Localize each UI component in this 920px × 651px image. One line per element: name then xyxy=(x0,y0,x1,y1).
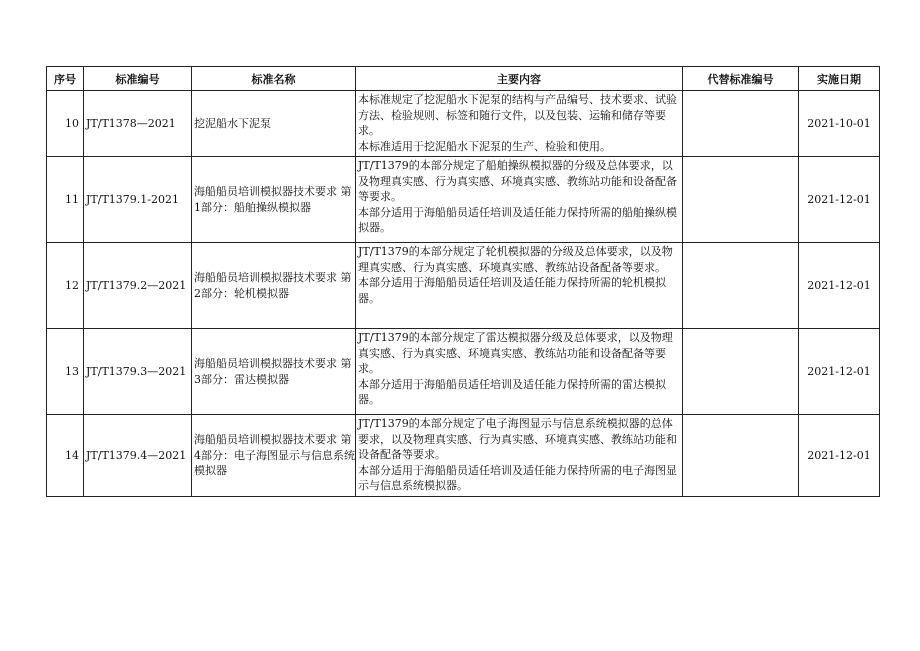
header-code: 标准编号 xyxy=(84,67,192,91)
replaced-standard xyxy=(683,329,799,415)
header-name: 标准名称 xyxy=(192,67,356,91)
content-applicability: 本部分适用于海船船员适任培训及适任能力保持所需的船舶操纵模拟器。 xyxy=(358,205,677,234)
content-scope: JT/T1379的本部分规定了电子海图显示与信息系统模拟器的总体要求，以及物理真实感、行为真实感、环境真实感、教练站功能和设备配备等要求。 xyxy=(358,417,677,461)
header-content: 主要内容 xyxy=(356,67,683,91)
replaced-standard xyxy=(683,415,799,497)
table-row xyxy=(47,415,880,497)
content-scope: JT/T1379的本部分规定了船舶操纵模拟器的分级及总体要求，以及物理真实感、行为真实感、环境真实感、教练站功能和设备配备等要求。 xyxy=(358,159,677,203)
standard-content xyxy=(356,329,683,415)
standard-code: JT/T1379.4—2021 xyxy=(84,415,192,497)
standard-content xyxy=(356,243,683,329)
content-applicability: 本部分适用于海船船员适任培训及适任能力保持所需的轮机模拟器。 xyxy=(358,276,666,305)
content-applicability: 本部分适用于海船船员适任培训及适任能力保持所需的雷达模拟器。 xyxy=(358,377,666,406)
content-scope: JT/T1379的本部分规定了雷达模拟器分级及总体要求，以及物理真实感、行为真实感、环境真实感、教练站功能和设备配备等要求。 xyxy=(358,331,673,375)
row-number: 13 xyxy=(47,329,84,415)
table-row xyxy=(47,243,880,329)
standard-content xyxy=(356,415,683,497)
effective-date: 2021-12-01 xyxy=(799,157,880,243)
standard-name: 海船船员培训模拟器技术要求 第3部分：雷达模拟器 xyxy=(192,329,356,415)
standard-code: JT/T1378—2021 xyxy=(84,91,192,157)
row-number: 10 xyxy=(47,91,84,157)
content-applicability: 本标准适用于挖泥船水下泥泵的生产、检验和使用。 xyxy=(358,139,611,153)
standard-code: JT/T1379.2—2021 xyxy=(84,243,192,329)
row-number: 12 xyxy=(47,243,84,329)
standard-code: JT/T1379.3—2021 xyxy=(84,329,192,415)
content-applicability: 本部分适用于海船船员适任培训及适任能力保持所需的电子海图显示与信息系统模拟器。 xyxy=(358,463,677,492)
header-replace: 代替标准编号 xyxy=(683,67,799,91)
standards-table xyxy=(46,66,880,497)
replaced-standard xyxy=(683,91,799,157)
header-date: 实施日期 xyxy=(799,67,880,91)
standard-code: JT/T1379.1-2021 xyxy=(84,157,192,243)
table-row xyxy=(47,329,880,415)
row-number: 14 xyxy=(47,415,84,497)
standard-name: 挖泥船水下泥泵 xyxy=(192,91,356,157)
replaced-standard xyxy=(683,157,799,243)
standard-content xyxy=(356,157,683,243)
standard-name: 海船船员培训模拟器技术要求 第4部分：电子海图显示与信息系统模拟器 xyxy=(192,415,356,497)
effective-date: 2021-10-01 xyxy=(799,91,880,157)
row-number: 11 xyxy=(47,157,84,243)
replaced-standard xyxy=(683,243,799,329)
content-scope: 本标准规定了挖泥船水下泥泵的结构与产品编号、技术要求、试验方法、检验规则、标签和随行文件，以及包装、运输和储存等要求。 xyxy=(358,93,677,137)
standard-name: 海船船员培训模拟器技术要求 第1部分：船舶操纵模拟器 xyxy=(192,157,356,243)
table-row xyxy=(47,157,880,243)
effective-date: 2021-12-01 xyxy=(799,243,880,329)
header-no: 序号 xyxy=(47,67,84,91)
standard-content xyxy=(356,91,683,157)
effective-date: 2021-12-01 xyxy=(799,329,880,415)
table-row xyxy=(47,91,880,157)
effective-date: 2021-12-01 xyxy=(799,415,880,497)
content-scope: JT/T1379的本部分规定了轮机模拟器的分级及总体要求，以及物理真实感、行为真实感、环境真实感、教练站设备配备等要求。 xyxy=(358,245,673,274)
table-header-row xyxy=(47,67,880,91)
standard-name: 海船船员培训模拟器技术要求 第2部分：轮机模拟器 xyxy=(192,243,356,329)
